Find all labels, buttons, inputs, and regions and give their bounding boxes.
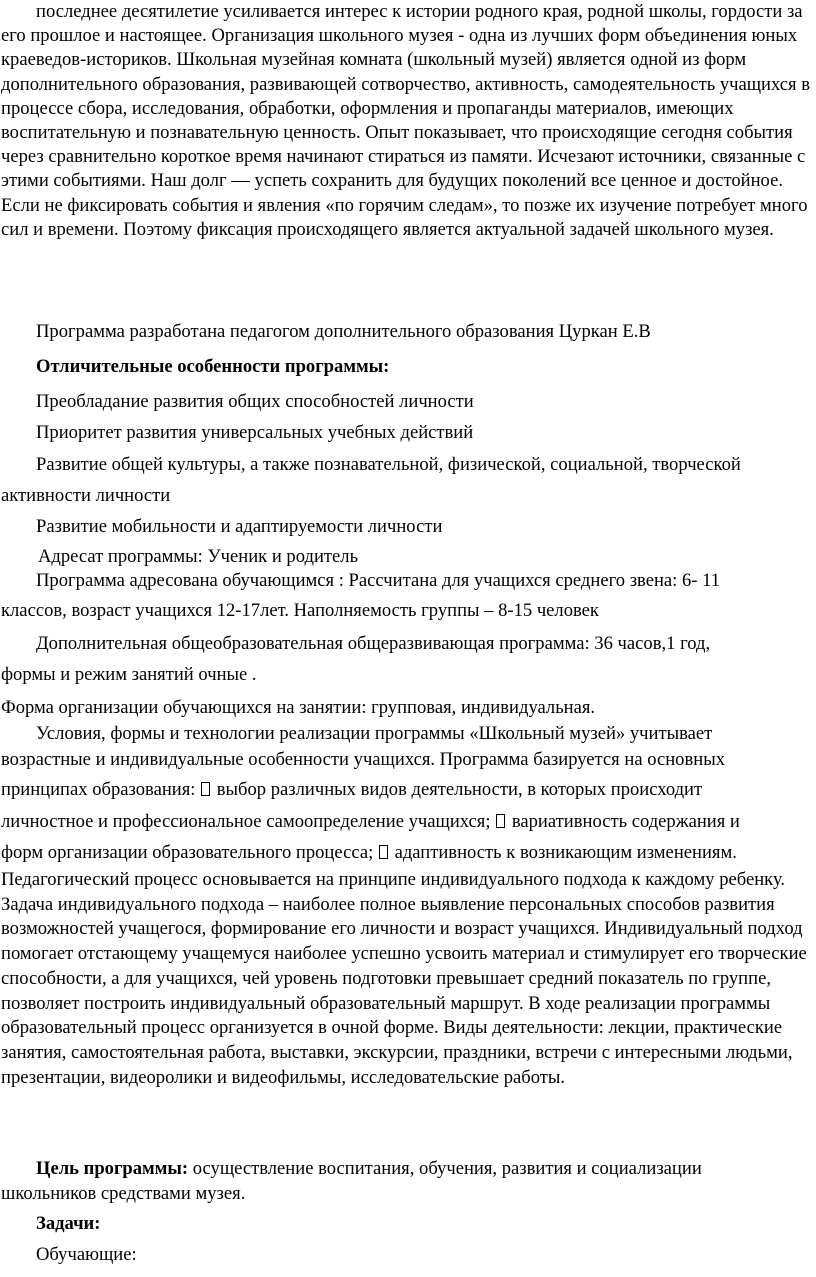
conditions-line-3-rest: выбор различных видов деятельности, в которых происходит [216,779,703,800]
conditions-line-5 [1,841,737,865]
goal-line-2: школьников средствами музея. [1,1183,246,1204]
teaching-heading: Обучающие: [36,1244,137,1265]
feature-3-line-1: Развитие общей культуры, а также познавательной, физической, социальной, творческой [36,454,741,475]
bullet-box-icon [496,814,505,828]
program-line-2: формы и режим занятий очные . [1,664,257,685]
conditions-line-3 [1,778,702,802]
conditions-line-5-text: форм организации образовательного процесса; [1,842,374,863]
audience-line-1: Программа адресована обучающимся : Рассчитана для учащихся среднего звена: 6- 11 [36,570,721,591]
tasks-heading: Задачи: [36,1213,101,1234]
program-line-1: Дополнительная общеобразовательная общеразвивающая программа: 36 часов,1 год, [36,633,711,654]
conditions-line-1: Условия, формы и технологии реализации программы «Школьный музей» учитывает [36,723,713,744]
conditions-line-4-rest: вариативность содержания и [511,811,740,832]
goal-text: осуществление воспитания, обучения, развития и социализации [188,1158,702,1179]
feature-4: Развитие мобильности и адаптируемости личности [36,516,443,537]
org-form-line: Форма организации обучающихся на занятии: групповая, индивидуальная. [1,697,596,718]
developer-line: Программа разработана педагогом дополнительного образования Цуркан Е.В [36,321,651,342]
feature-1: Преобладание развития общих способностей личности [36,391,474,412]
goal-label: Цель программы: [36,1158,189,1179]
feature-2: Приоритет развития универсальных учебных действий [36,422,474,443]
bullet-box-icon [379,845,388,859]
addressee-line: Адресат программы: Ученик и родитель [38,546,359,567]
bullet-box-icon [201,782,210,796]
goal-line-1 [36,1157,702,1181]
conditions-line-2: возрастные и индивидуальные особенности учащихся. Программа базируется на основных [1,749,725,770]
feature-3-line-2: активности личности [1,485,171,506]
intro-paragraph: последнее десятилетие усиливается интерес к истории родного края, родной школы, гордости за его прошлое и настоящее. Организация школьного музея - одна из лучших форм объединения юных краеведов-историков. Школьная музейная комната (школьный музей) является одной из форм дополнительного образования, развивающей сотворчество, активность, самодеятельность учащихся в процессе сбора, исследования, обработки, оформления и пропаганды материалов, имеющих воспитательную и познавательную ценность. Опыт показывает, что происходящие сегодня события через сравнительно короткое время начинают стираться из памяти. Исчезают источники, связанные с этими событиями. Наш долг — успеть сохранить для будущих поколений все ценное и достойное. Если не фиксировать события и явления «по горячим следам», то позже их изучение потребует много сил и времени. Поэтому фиксация происходящего является актуальной задачей школьного музея. [1,1,810,240]
audience-line-2: классов, возраст учащихся 12-17лет. Наполняемость группы – 8-15 человек [1,600,599,621]
conditions-line-5-rest: адаптивность к возникающим изменениям. [394,842,737,863]
conditions-line-4-text: личностное и профессиональное самоопределение учащихся; [1,811,491,832]
features-heading: Отличительные особенности программы: [36,356,390,377]
conditions-line-4 [1,810,740,834]
conditions-line-3-text: принципах образования: [1,779,196,800]
pedagogy-paragraph: Педагогический процесс основывается на принципе индивидуального подхода к каждому ребенку. Задача индивидуального подхода – наиболее полное выявление персональных способов развития возможностей учащегося, формирование его личности и возраст учащихся. Индивидуальный подход помогает отстающему учащемуся наиболее успешно усвоить материал и стимулирует его творческие способности, а для учащихся, чей уровень подготовки превышает средний показатель по группе, позволяет построить индивидуальный образовательный маршрут. В ходе реализации программы образовательный процесс организуется в очной форме. Виды деятельности: лекции, практические занятия, самостоятельная работа, выставки, экскурсии, праздники, встречи с интересными людьми, презентации, видеоролики и видеофильмы, исследовательские работы. [1,869,807,1088]
